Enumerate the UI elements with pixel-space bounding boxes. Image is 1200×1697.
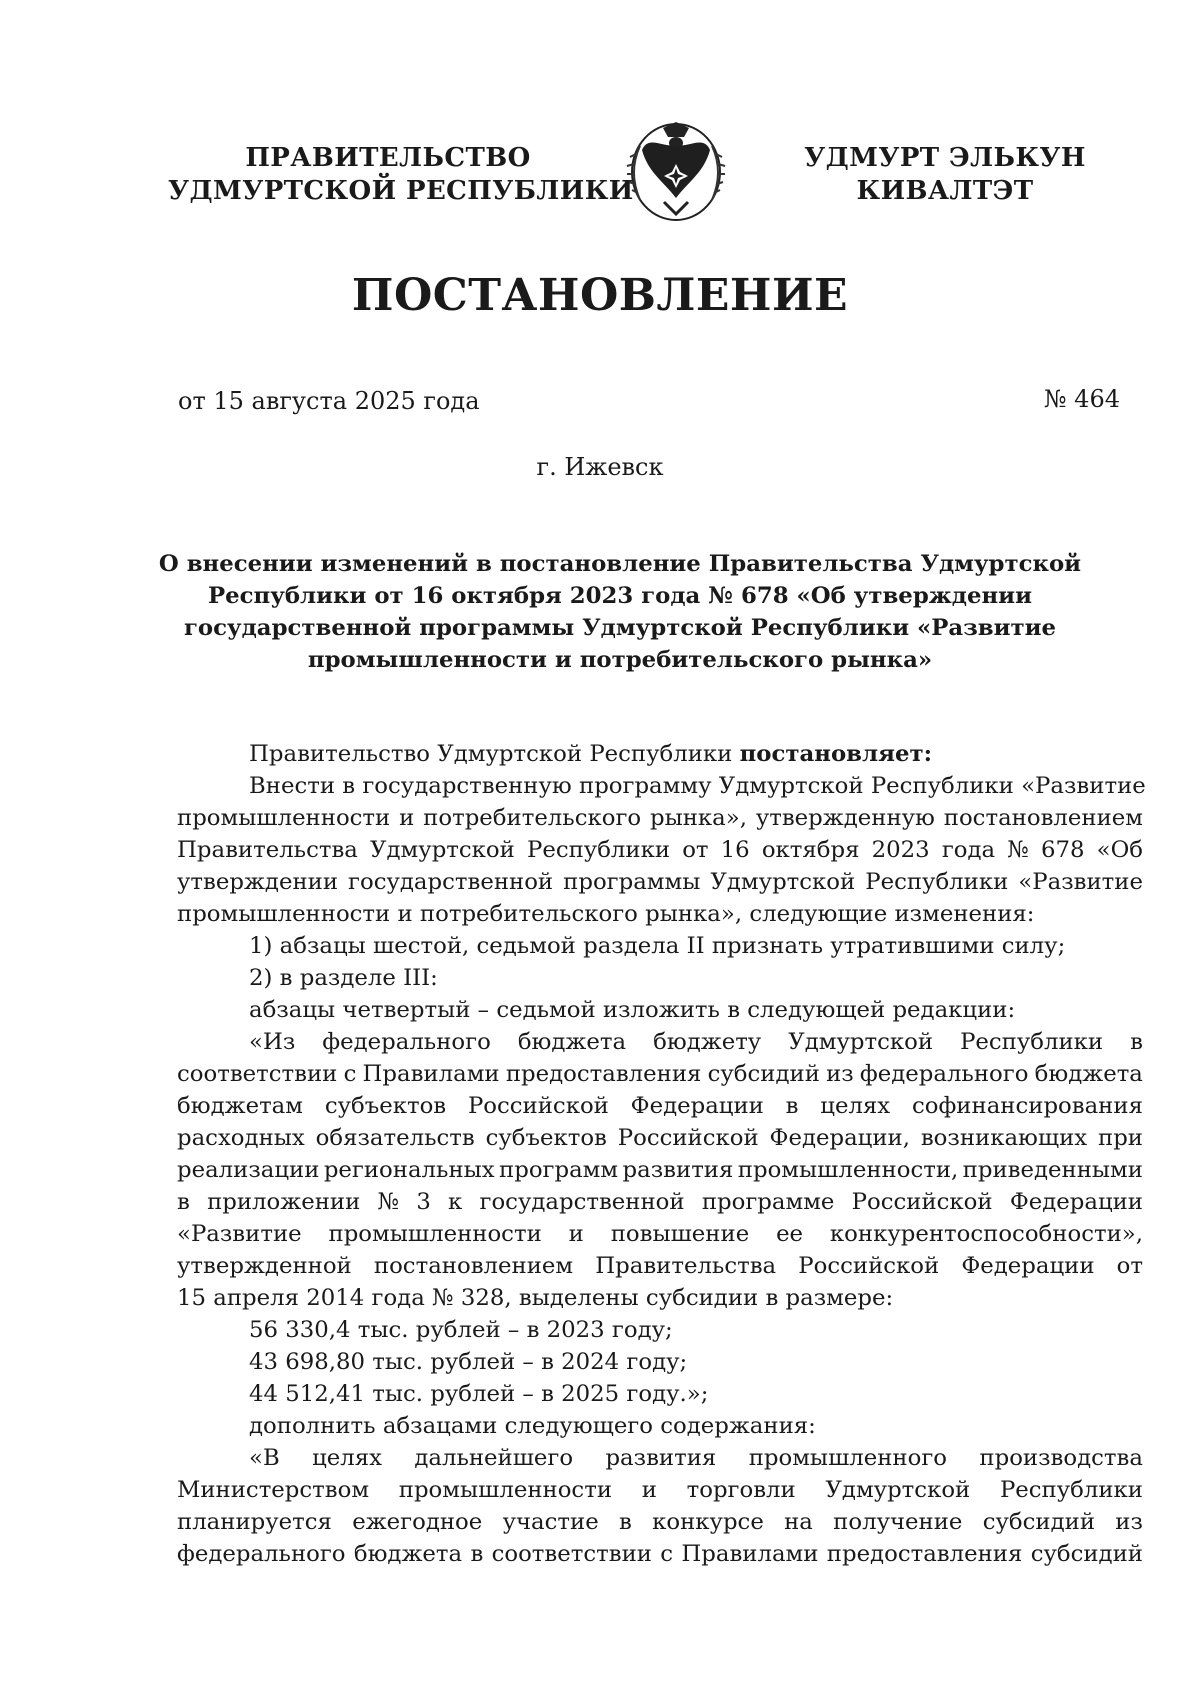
para-line: промышленности и потребительского рынка», утвержденную постановлением — [177, 805, 1143, 831]
item-line: абзацы четвертый – седьмой изложить в следующей редакции: — [249, 997, 1016, 1023]
issuer-name-udmurt — [800, 142, 1090, 208]
subject-line: государственной программы Удмуртской Республики «Развитие — [183, 615, 1057, 641]
intro-line — [177, 738, 1143, 770]
issuer-line: УДМУРТ ЭЛЬКУН — [804, 143, 1086, 173]
issuer-line: ПРАВИТЕЛЬСТВО — [245, 143, 531, 173]
para-line: Внести в государственную программу Удмуртской Республики «Развитие — [249, 773, 1146, 799]
item-line: 1) абзацы шестой, седьмой раздела II признать утратившими силу; — [249, 933, 1066, 959]
quote-line: соответствии с Правилами предоставления субсидий из федерального бюджета — [177, 1061, 1143, 1087]
amount-line: 43 698,80 тыс. рублей – в 2024 году; — [249, 1349, 688, 1375]
quote-line: «В целях дальнейшего развития промышленного производства — [249, 1445, 1143, 1471]
issuer-line: УДМУРТСКОЙ РЕСПУБЛИКИ — [168, 176, 634, 206]
quote-line: федерального бюджета в соответствии с Правилами предоставления субсидий — [177, 1541, 1143, 1567]
document-body — [177, 738, 1146, 1570]
para-line: промышленности и потребительского рынка», следующие изменения: — [177, 901, 1035, 927]
coat-of-arms-icon — [618, 120, 734, 224]
item-line: 2) в разделе III: — [249, 965, 438, 991]
document-number: № 464 — [1043, 385, 1120, 413]
quote-line: реализации региональных программ развития промышленности, приведенными — [177, 1157, 1143, 1183]
quote-line: Министерством промышленности и торговли Удмуртской Республики — [177, 1477, 1143, 1503]
issuer-line: КИВАЛТЭТ — [856, 176, 1034, 206]
subject-line: Республики от 16 октября 2023 года № 678 «Об утверждении — [208, 583, 1032, 609]
quote-line: бюджетам субъектов Российской Федерации в целях софинансирования — [177, 1093, 1143, 1119]
quote-line: расходных обязательств субъектов Российской Федерации, возникающих при — [177, 1125, 1143, 1151]
para-line: Правительства Удмуртской Республики от 16 октября 2023 года № 678 «Об — [177, 837, 1143, 863]
document-city: г. Ижевск — [536, 453, 664, 481]
intro-bold: постановляет: — [739, 741, 932, 767]
subject-line: О внесении изменений в постановление Правительства Удмуртской — [158, 551, 1082, 577]
quote-line: «Из федерального бюджета бюджету Удмуртской Республики в — [249, 1029, 1143, 1055]
issuer-name-russian — [168, 142, 634, 208]
para-line: утверждении государственной программы Удмуртской Республики «Развитие — [177, 869, 1143, 895]
quote-line: планируется ежегодное участие в конкурсе на получение субсидий из — [177, 1509, 1143, 1535]
amount-line: 56 330,4 тыс. рублей – в 2023 году; — [249, 1317, 673, 1343]
document-subject — [140, 548, 1100, 676]
quote-line: «Развитие промышленности и повышение ее конкурентоспособности», — [177, 1221, 1143, 1247]
quote-line: в приложении № 3 к государственной программе Российской Федерации — [177, 1189, 1143, 1215]
add-intro-line: дополнить абзацами следующего содержания: — [249, 1413, 816, 1439]
document-date: от 15 августа 2025 года — [178, 387, 480, 415]
quote-line: утвержденной постановлением Правительства Российской Федерации от — [177, 1253, 1143, 1279]
amount-line: 44 512,41 тыс. рублей – в 2025 году.»; — [249, 1381, 709, 1407]
quote-line: 15 апреля 2014 года № 328, выделены субсидии в размере: — [177, 1285, 894, 1311]
intro-text: Правительство Удмуртской Республики — [249, 741, 740, 767]
subject-line: промышленности и потребительского рынка» — [307, 647, 933, 673]
document-type-title: ПОСТАНОВЛЕНИЕ — [351, 270, 849, 321]
